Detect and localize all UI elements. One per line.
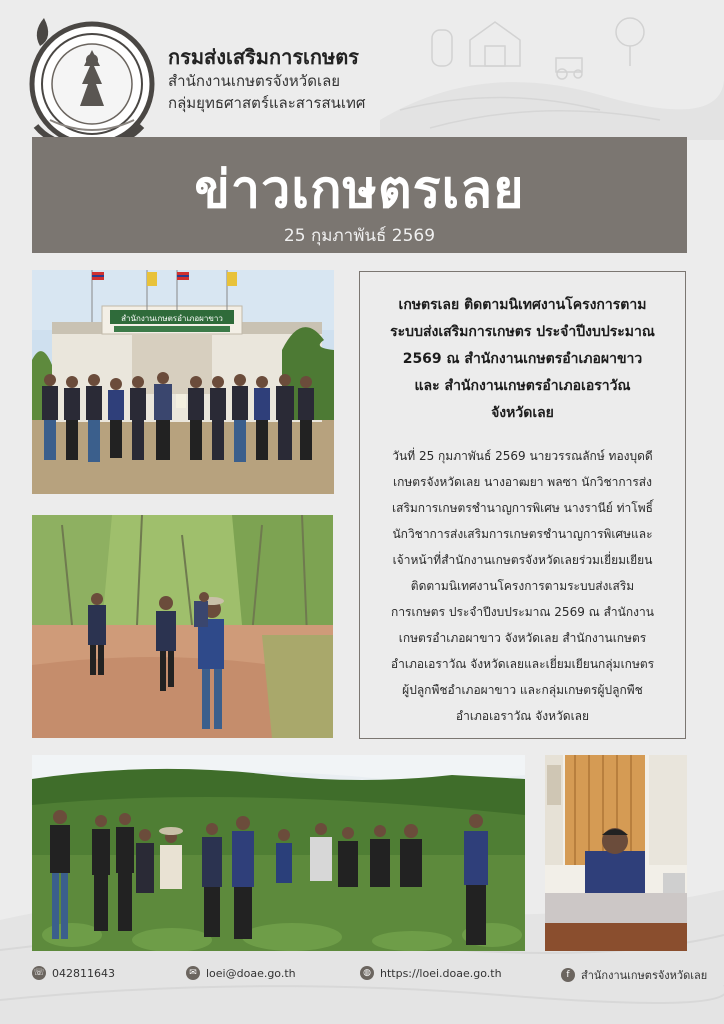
email-text: loei@doae.go.th	[206, 966, 296, 980]
group-name: กลุ่มยุทธศาสตร์และสารสนเทศ	[168, 94, 366, 112]
sign-text: สำนักงานเกษตรอำเภอผาขาว	[121, 314, 223, 323]
body-line: เสริมการเกษตรชำนาญการพิเศษ นางรานีย์ ท่าโพธิ์	[392, 501, 653, 515]
footer-email[interactable]	[186, 966, 296, 980]
photo-field-walk	[32, 515, 333, 738]
title-banner	[32, 137, 687, 253]
body-line: เกษตรอำเภอผาขาว จังหวัดเลย สำนักงานเกษตร	[398, 631, 647, 645]
headline-line: เกษตรเลย ติดตามนิเทศงานโครงการตาม	[398, 297, 647, 313]
website-text: https://loei.doae.go.th	[380, 966, 502, 980]
photo-office-desk	[545, 755, 687, 951]
body-line: ติดตามนิเทศงานโครงการตามระบบส่งเสริม	[410, 579, 635, 593]
globe-icon: ◍	[360, 966, 374, 980]
footer-phone[interactable]	[32, 966, 115, 980]
footer-facebook[interactable]	[561, 966, 707, 984]
headline-line: ระบบส่งเสริมการเกษตร ประจำปีงบประมาณ	[390, 324, 655, 340]
phone-text: 042811643	[52, 966, 115, 980]
headline-line: 2569 ณ สำนักงานเกษตรอำเภอผาขาว	[402, 351, 643, 367]
organization-header	[168, 44, 365, 114]
org-name: กรมส่งเสริมการเกษตร	[168, 45, 359, 69]
body-line: เกษตรจังหวัดเลย นางอาฒยา พลซา นักวิชาการส่ง	[392, 475, 652, 489]
phone-icon: ☏	[33, 968, 45, 978]
headline-line: และ สำนักงานเกษตรอำเภอเอราวัณ	[414, 378, 631, 394]
body-line: วันที่ 25 กุมภาพันธ์ 2569 นายวรรณลักษ์ ทองบุดดี	[392, 449, 653, 463]
article-box	[359, 271, 686, 739]
body-line: อำเภอเอราวัณ จังหวัดเลยและเยี่ยมเยียนกลุ่มเกษตร	[390, 657, 655, 671]
email-icon: ✉	[186, 966, 200, 980]
footer-website[interactable]	[360, 966, 502, 980]
body-line: เจ้าหน้าที่สำนักงานเกษตรจังหวัดเลยร่วมเยี่ยมเยียน	[392, 553, 653, 567]
body-line: อำเภอเอราวัณ จังหวัดเลย	[455, 709, 590, 723]
body-line: การเกษตร ประจำปีงบประมาณ 2569 ณ สำนักงาน	[391, 605, 654, 619]
footer-contacts	[0, 958, 724, 992]
news-date: 25 กุมภาพันธ์ 2569	[283, 226, 436, 246]
office-name: สำนักงานเกษตรจังหวัดเลย	[168, 72, 341, 90]
photo-office-group	[32, 270, 334, 494]
article-headline	[374, 292, 671, 427]
headline-line: จังหวัดเลย	[491, 405, 554, 421]
doae-logo	[14, 8, 156, 150]
facebook-icon: f	[561, 968, 575, 982]
facebook-text: สำนักงานเกษตรจังหวัดเลย	[581, 969, 708, 982]
photo-crop-field-group	[32, 755, 525, 951]
body-line: ผู้ปลูกพืชอำเภอผาขาว และกลุ่มเกษตรผู้ปลูกพืช	[402, 683, 643, 697]
body-line: นักวิชาการส่งเสริมการเกษตรชำนาญการพิเศษและ	[392, 527, 653, 541]
article-body	[374, 443, 671, 729]
page-title: ข่าวเกษตรเลย	[194, 160, 525, 220]
